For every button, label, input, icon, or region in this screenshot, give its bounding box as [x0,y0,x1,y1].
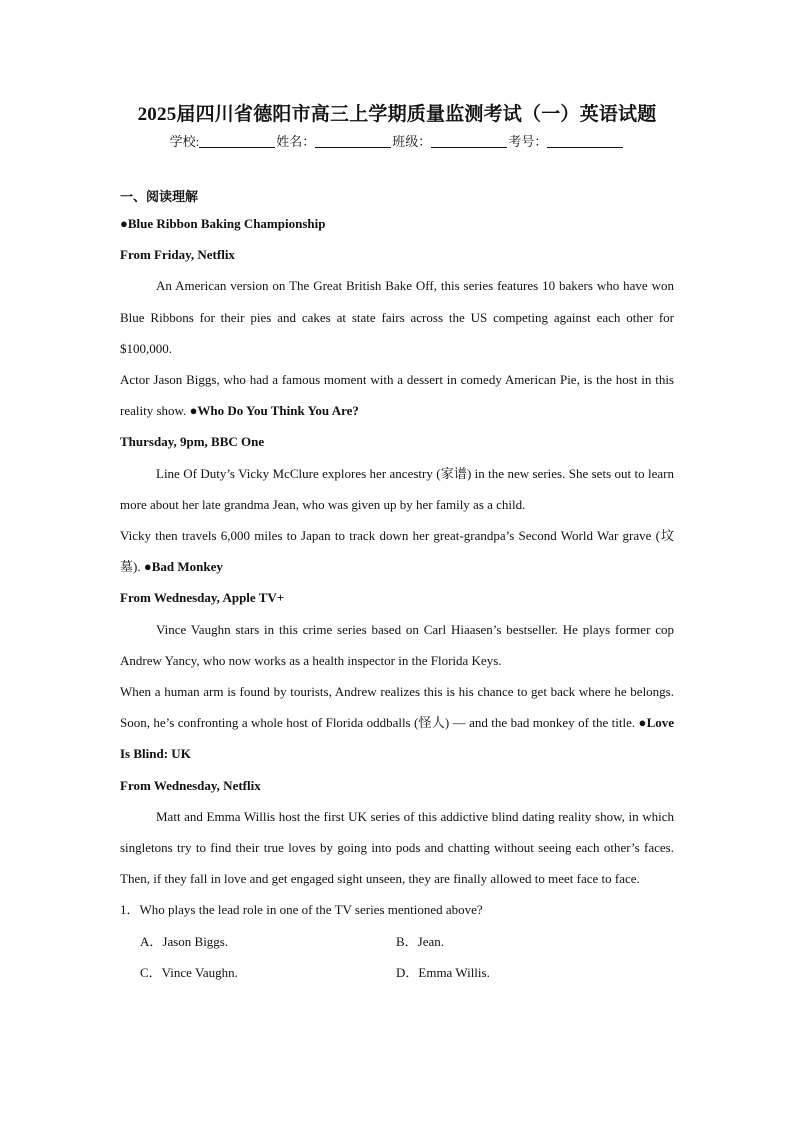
option-b[interactable]: B．Jean. [396,933,445,949]
show1-name: ●Blue Ribbon Baking Championship [120,216,326,231]
show1-host-text: Actor Jason Biggs, who had a famous moment with a dessert in comedy American Pie, is the host in this reality show. [120,372,674,419]
show3-name: ●Bad Monkey [143,559,223,575]
question-1-options-row-2 [120,957,674,988]
option-d[interactable]: D．Emma Willis. [396,964,490,980]
class-blank[interactable] [431,133,507,148]
show1-paragraph: An American version on The Great British Bake Off, this series features 10 bakers who have won Blue Ribbons for their pies and cakes at state fairs across the US competing against each other for $100,000. [120,278,674,356]
exam-number-blank[interactable] [547,133,623,148]
show1-when: From Friday, Netflix [120,247,235,263]
name-blank[interactable] [315,133,391,148]
show4-paragraph: Matt and Emma Willis host the first UK series of this addictive blind dating reality show, in which singletons try to find their true loves by going into pods and chatting without seeing each other’s faces. Then, if they fall in love and get engaged sight unseen, they are finally allowed to meet face to face. [120,808,674,887]
show3-plot-paragraph [120,676,674,770]
show4-when: From Wednesday, Netflix [120,777,261,793]
show2-travel-paragraph [120,520,674,582]
show2-name: ●Who Do You Think You Are? [189,403,359,419]
show1-host-paragraph [120,364,674,426]
show2-when: Thursday, 9pm, BBC One [120,434,265,450]
show4-name: ●Love Is Blind: UK [120,715,675,762]
exam-title: 2025届四川省德阳市高三上学期质量监测考试（一）英语试题 [137,104,657,125]
school-label: 学校: [169,134,200,149]
question-1-stem: 1．Who plays the lead role in one of the TV series mentioned above? [120,902,483,918]
option-c[interactable]: C．Vince Vaughn. [140,964,238,980]
school-blank[interactable] [199,133,275,148]
show3-paragraph: Vince Vaughn stars in this crime series based on Carl Hiaasen’s bestseller. He plays former cop Andrew Yancy, who now works as a health inspector in the Florida Keys. [120,621,674,668]
class-label: 班级： [392,134,432,149]
question-1-options-row-1 [120,926,674,957]
name-label: 姓名： [276,134,316,149]
exam-page [120,100,674,988]
exam-number-label: 考号： [508,134,548,149]
student-info-line [120,132,674,152]
show2-paragraph: Line Of Duty’s Vicky McClure explores her ancestry (家谱) in the new series. She sets out to learn more about her late grandma Jean, who was given up by her family as a child. [120,465,674,512]
option-a[interactable]: A．Jason Biggs. [140,933,229,949]
show3-plot-text: When a human arm is found by tourists, Andrew realizes this is his chance to get back where he belongs. Soon, he’s confronting a whole host of Florida oddballs (怪人) — and the bad monkey of the title. [120,684,674,731]
show3-when: From Wednesday, Apple TV+ [120,590,285,606]
show2-travel-text: Vicky then travels 6,000 miles to Japan to track down her great-grandpa’s Second World War grave (坟墓). [120,528,674,575]
section-heading: 一、阅读理解 [120,189,199,204]
